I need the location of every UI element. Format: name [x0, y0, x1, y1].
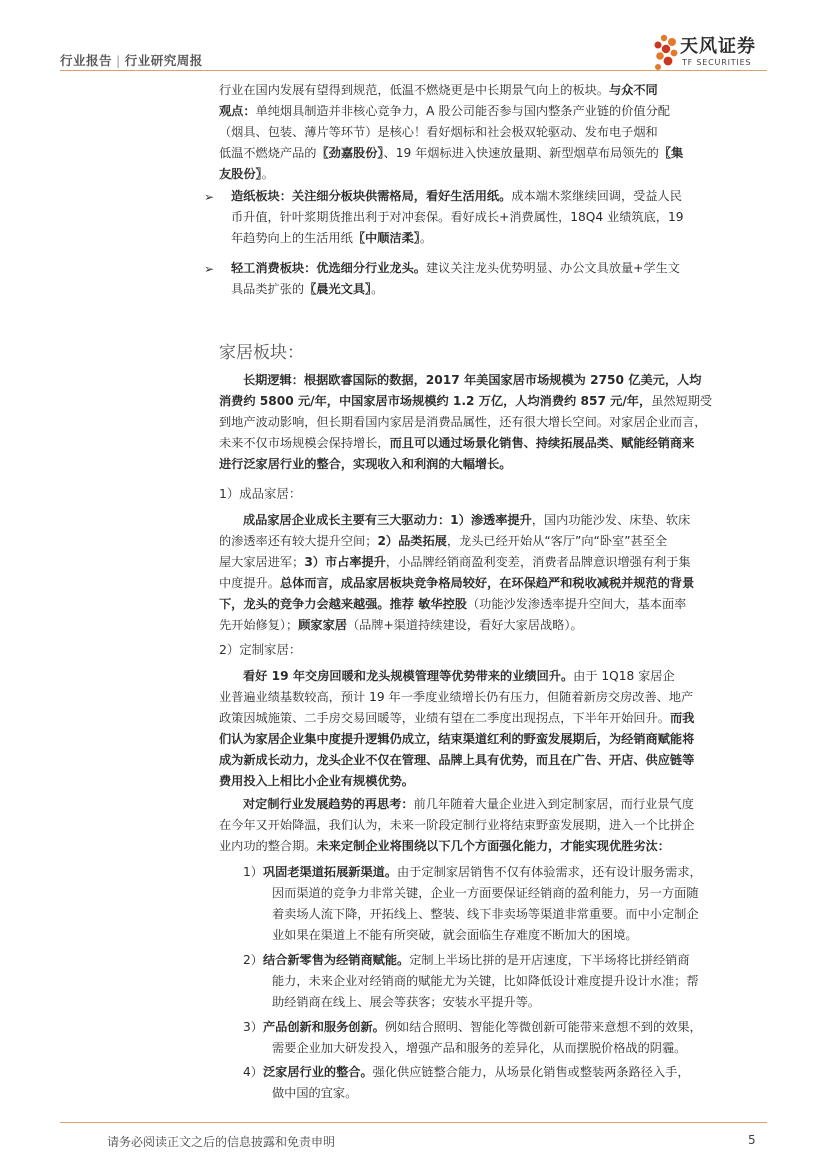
- finished-line: 总体而言，成品家居板块竞争格局较好，在环保趋严和税收减税并规范的背景: [279, 576, 695, 590]
- item-heading: 巩固老渠道拓展新渠道。: [262, 865, 398, 879]
- light-consumer-line: 建议关注龙头优势明显、办公文具放量+学生文: [426, 261, 680, 275]
- item-number: 2）: [243, 953, 263, 967]
- stock-zhongshun: 〖中顺洁柔〗: [352, 231, 420, 245]
- finished-line: 中度提升。: [219, 576, 280, 590]
- custom-line: 由于 1Q18 家居企: [573, 669, 675, 683]
- long-term-line: 消费约 5800 元/年，中国家居市场规模约 1.2 万亿，人均消费约 857 元/年，: [219, 394, 652, 408]
- item-line: 强化供应链整合能力，从场景化销售或整装两条路径入手，: [372, 1065, 690, 1079]
- long-term-line: 未来不仅市场规模会保持增长，: [219, 436, 390, 450]
- header-separator: |: [116, 53, 121, 68]
- page-number: 5: [748, 1133, 756, 1147]
- finished-line: 成品家居企业成长主要有三大驱动力：1）渗透率提升: [243, 513, 532, 527]
- stock-jiyou: 友股份〗: [219, 167, 262, 181]
- finished-line: ，国内功能沙发、床垫、软床: [531, 513, 691, 527]
- long-term-line: 进行泛家居行业的整合，实现收入和利润的大幅增长。: [219, 457, 512, 471]
- logo-text: 天风证券: [680, 36, 756, 57]
- item-heading: 泛家居行业的整合。: [262, 1065, 373, 1079]
- custom-furniture-paragraph-1: [219, 666, 767, 792]
- bullet-arrow-icon: ➢: [204, 262, 215, 276]
- long-term-line: 而且可以通过场景化销售、持续拓展品类、赋能经销商来: [389, 436, 695, 450]
- tobacco-line: 、19 年烟标进入快速放量期、新型烟草布局领先的: [383, 146, 659, 160]
- tobacco-paragraph: [219, 80, 767, 185]
- paper-line: 币升值，针叶浆期货推出利于对冲套保。看好成长+消费属性，18Q4 业绩筑底，19: [231, 210, 684, 224]
- custom-furniture-paragraph-2: [219, 794, 767, 857]
- item-line: 由于定制家居销售不仅有体验需求，还有设计服务需求，: [397, 865, 702, 879]
- custom-item-2: [243, 950, 767, 1013]
- tobacco-line: 。: [261, 167, 274, 181]
- custom-line: 对定制行业发展趋势的再思考：: [243, 797, 414, 811]
- stock-chenguang: 〖晨光文具〗: [304, 282, 372, 296]
- finished-line: 2）品类拓展: [377, 534, 447, 548]
- item-number: 1）: [243, 865, 263, 879]
- item-line: 定制上半场比拼的是开店速度，下半场将比拼经销商: [409, 953, 690, 967]
- paper-paragraph: [231, 186, 767, 249]
- footer-divider: [60, 1122, 767, 1123]
- item-line: 能力，未来企业对经销商的赋能尤为关键，比如降低设计难度提升设计水准；帮: [272, 974, 699, 988]
- custom-line: 在今年又开始降温，我们认为，未来一阶段定制行业将结束野蛮发展期，进入一个比拼企: [219, 818, 695, 832]
- long-term-line: 到地产波动影响，但长期看国内家居是消费品属性，还有很大增长空间。对家居企业而言，: [219, 415, 707, 429]
- custom-item-3: [243, 1017, 767, 1059]
- tobacco-line: 低温不燃烧产品的: [219, 146, 317, 160]
- custom-line: 未来定制企业将围绕以下几个方面强化能力，才能实现优胜劣汰：: [316, 839, 670, 853]
- paper-line: 。: [419, 231, 433, 245]
- item-line: 业如果在渠道上不能有所突破，就会面临生存难度不断加大的困境。: [272, 928, 638, 942]
- light-consumer-paragraph: [231, 258, 767, 300]
- tobacco-highlight: 与众不同: [609, 83, 658, 97]
- item-heading: 产品创新和服务创新。: [262, 1020, 385, 1034]
- paper-line: 成本端木浆继续回调，受益人民: [511, 189, 682, 203]
- custom-line: 费用投入上相比小企业有规模优势。: [219, 774, 414, 788]
- finished-furniture-paragraph: [219, 510, 767, 636]
- tobacco-line: 行业在国内发展有望得到规范，低温不燃烧更是中长期景气向上的板块。: [219, 83, 609, 97]
- subtitle-custom-furniture: 2）定制家居：: [219, 642, 302, 657]
- bullet-arrow-icon: ➢: [204, 190, 215, 204]
- stock-jiyou: 〖集: [658, 146, 684, 160]
- finished-line: （品牌+渠道持续建设，看好大家居战略）。: [346, 618, 583, 632]
- light-consumer-line: 。: [371, 282, 384, 296]
- finished-line: ，龙头已经开始从“客厅”向“卧室”甚至全: [446, 534, 668, 548]
- logo-english-text: TF SECURITIES: [682, 58, 752, 67]
- custom-item-4: [243, 1062, 767, 1104]
- custom-line: 前几年随着大量企业进入到定制家居，而行业景气度: [413, 797, 694, 811]
- item-line: 例如结合照明、智能化等微创新可能带来意想不到的效果，: [384, 1020, 702, 1034]
- custom-line: 们认为家居企业集中度提升逻辑仍成立，结束渠道红利的野蛮发展期后，为经销商赋能将: [219, 732, 695, 746]
- custom-line: 而我: [669, 711, 695, 725]
- tobacco-line: 单纯烟具制造并非核心竞争力，A 股公司能否参与国内整条产业链的价值分配: [255, 104, 670, 118]
- item-line: 助经销商在线上、展会等获客；安装水平提升等。: [272, 995, 541, 1009]
- item-line: 因而渠道的竞争力非常关键，企业一方面要保证经销商的盈利能力，另一方面随: [272, 886, 699, 900]
- finished-line: （功能沙发渗透率提升空间大，基本面率: [467, 597, 687, 611]
- light-consumer-heading: 轻工消费板块：优选细分行业龙头。: [231, 261, 426, 275]
- item-number: 4）: [243, 1065, 263, 1079]
- finished-line: ，小品牌经销商盈利变差，消费者品牌意识增强有利于集: [385, 555, 691, 569]
- paper-line: 年趋势向上的生活用纸: [231, 231, 353, 245]
- long-term-line: 长期逻辑：根据欧睿国际的数据，2017 年美国家居市场规模为 2750 亿美元，人均: [243, 373, 702, 387]
- finished-line: 顾家家居: [298, 618, 347, 632]
- custom-line: 成为新成长动力，龙头企业不仅在管理、品牌上具有优势，而且在广告、开店、供应链等: [219, 753, 695, 767]
- finished-line: 的渗透率还有较大提升空间；: [219, 534, 378, 548]
- tobacco-line: （烟具、包装、薄片等环节）是核心！看好烟标和社会极双轮驱动、发布电子烟和: [219, 125, 658, 139]
- long-term-line: 虽然短期受: [651, 394, 713, 408]
- light-consumer-line: 具品类扩张的: [231, 282, 305, 296]
- finished-line: 先开始修复）；: [219, 618, 299, 632]
- finished-line: 下，龙头的竞争力会越来越强。推荐 敏华控股: [219, 597, 467, 611]
- header-category: 行业报告: [60, 53, 113, 68]
- item-heading: 结合新零售为经销商赋能。: [262, 953, 410, 967]
- finished-line: 3）市占率提升: [304, 555, 386, 569]
- custom-line: 看好 19 年交房回暖和龙头规模管理等优势带来的业绩回升。: [243, 669, 574, 683]
- custom-line: 业内功的整合期。: [219, 839, 317, 853]
- subtitle-finished-furniture: 1）成品家居：: [219, 486, 302, 501]
- item-line: 需要企业加大研发投入，增强产品和服务的差异化，从而摆脱价格战的阴霾。: [272, 1041, 687, 1055]
- custom-line: 政策因城施策、二手房交易回暖等，业绩有望在二季度出现拐点，下半年开始回升。: [219, 711, 670, 725]
- paper-heading: 造纸板块：关注细分板块供需格局，看好生活用纸。: [231, 189, 512, 203]
- finished-line: 屋大家居进军；: [219, 555, 305, 569]
- custom-item-1: [243, 862, 767, 946]
- footer-disclaimer: 请务必阅读正文之后的信息披露和免责申明: [107, 1135, 336, 1149]
- header-report-type: 行业研究周报: [124, 53, 203, 68]
- item-line: 做中国的宜家。: [272, 1086, 358, 1100]
- section-title-home: 家居板块：: [219, 343, 304, 363]
- custom-line: 业普遍业绩基数较高，预计 19 年一季度业绩增长仍有压力，但随着新房交房改善、地产: [219, 690, 694, 704]
- stock-jinjia: 〖劲嘉股份〗: [316, 146, 384, 160]
- item-line: 着卖场人流下降，开拓线上、整装、线下非卖场等渠道非常重要。而中小定制企: [272, 907, 699, 921]
- item-number: 3）: [243, 1020, 263, 1034]
- home-long-term-paragraph: [219, 370, 767, 475]
- header-breadcrumb: [60, 51, 203, 69]
- header-divider: [60, 70, 767, 71]
- tobacco-highlight: 观点：: [219, 104, 256, 118]
